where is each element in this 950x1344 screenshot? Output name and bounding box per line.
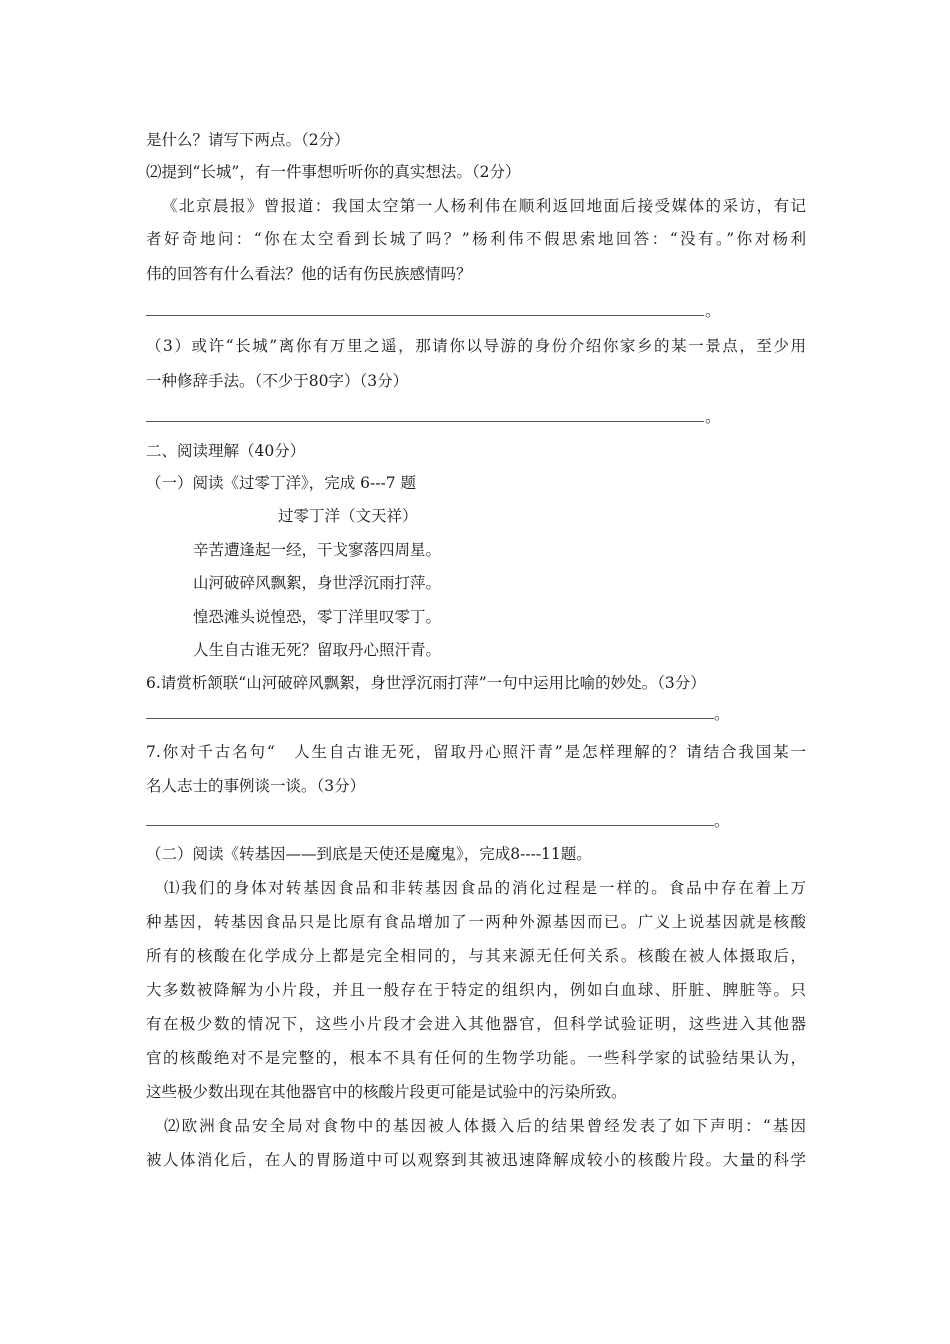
question-6: 6.请赏析颔联“山河破碎风飘絮，身世浮沉雨打萍”一句中运用比喻的妙处。（3分） [146, 674, 706, 692]
question-7-line: 名人志士的事例谈一谈。（3分） [146, 777, 366, 795]
poem-line: 惶恐滩头说惶恐，零丁洋里叹零丁。 [193, 608, 442, 626]
article-paragraph-line: 大多数被降解为小片段，并且一般存在于特定的组织内，例如白血球、肝脏、脾脏等。只 [146, 981, 806, 999]
poem-line: 辛苦遭逢起一经，干戈寥落四周星。 [193, 541, 442, 559]
question-2-paragraph-line: 《北京晨报》曾报道：我国太空第一人杨利伟在顺利返回地面后接受媒体的采访，有记 [162, 197, 806, 215]
poem-title: 过零丁洋（文天祥） [278, 507, 418, 525]
question-2-paragraph-line: 者好奇地问：“你在太空看到长城了吗？”杨利伟不假思索地回答：“没有。”你对杨利 [146, 230, 806, 248]
answer-line-period: 。 [705, 302, 721, 320]
question-2-paragraph-line: 伟的回答有什么看法？他的话有伤民族感情吗？ [146, 265, 472, 283]
poem-line: 山河破碎风飘絮，身世浮沉雨打萍。 [193, 574, 442, 592]
article-paragraph-line: 所有的核酸在化学成分上都是完全相同的，与其来源无任何关系。核酸在被人体摄取后， [146, 947, 806, 965]
answer-line[interactable] [146, 421, 704, 422]
article-paragraph-line: 种基因，转基因食品只是比原有食品增加了一两种外源基因而已。广义上说基因就是核酸 [146, 913, 806, 931]
answer-line-period: 。 [705, 408, 721, 426]
part-1-heading: （一）阅读《过零丁洋》，完成 6---7 题 [146, 474, 417, 492]
answer-line-period: 。 [714, 812, 730, 830]
article-paragraph-line: 官的核酸绝对不是完整的，根本不具有任何的生物学功能。一些科学家的试验结果认为， [146, 1049, 806, 1067]
article-paragraph-line: 有在极少数的情况下，这些小片段才会进入其他器官，但科学试验证明，这些进入其他器 [146, 1015, 806, 1033]
question-7-line: 7.你对千古名句“ 人生自古谁无死，留取丹心照汗青”是怎样理解的？请结合我国某一 [146, 743, 806, 761]
question-3-line: 一种修辞手法。（不少于80字）（3分） [146, 372, 409, 390]
poem-line: 人生自古谁无死？留取丹心照汗青。 [193, 641, 442, 659]
answer-line[interactable] [146, 315, 704, 316]
answer-line[interactable] [146, 718, 714, 719]
article-paragraph-line: 这些极少数出现在其他器官中的核酸片段更可能是试验中的污染所致。 [146, 1083, 627, 1101]
question-2-title: ⑵提到“长城”，有一件事想听听你的真实想法。（2分） [146, 163, 521, 181]
article-paragraph-line: 被人体消化后，在人的胃肠道中可以观察到其被迅速降解成较小的核酸片段。大量的科学 [146, 1151, 806, 1169]
article-paragraph-line: ⑵欧洲食品安全局对食物中的基因被人体摄入后的结果曾经发表了如下声明：“基因 [164, 1117, 806, 1135]
article-paragraph-line: ⑴我们的身体对转基因食品和非转基因食品的消化过程是一样的。食品中存在着上万 [164, 879, 806, 897]
question-3-line: （3）或许“长城”离你有万里之遥，那请你以导游的身份介绍你家乡的某一景点，至少用 [146, 337, 806, 355]
part-2-heading: （二）阅读《转基因——到底是天使还是魔鬼》，完成8----11题。 [146, 845, 592, 863]
text-line: 是什么？请写下两点。（2分） [146, 131, 350, 149]
answer-line[interactable] [146, 825, 714, 826]
answer-line-period: 。 [714, 705, 730, 723]
section-heading: 二、阅读理解（40分） [146, 442, 306, 460]
